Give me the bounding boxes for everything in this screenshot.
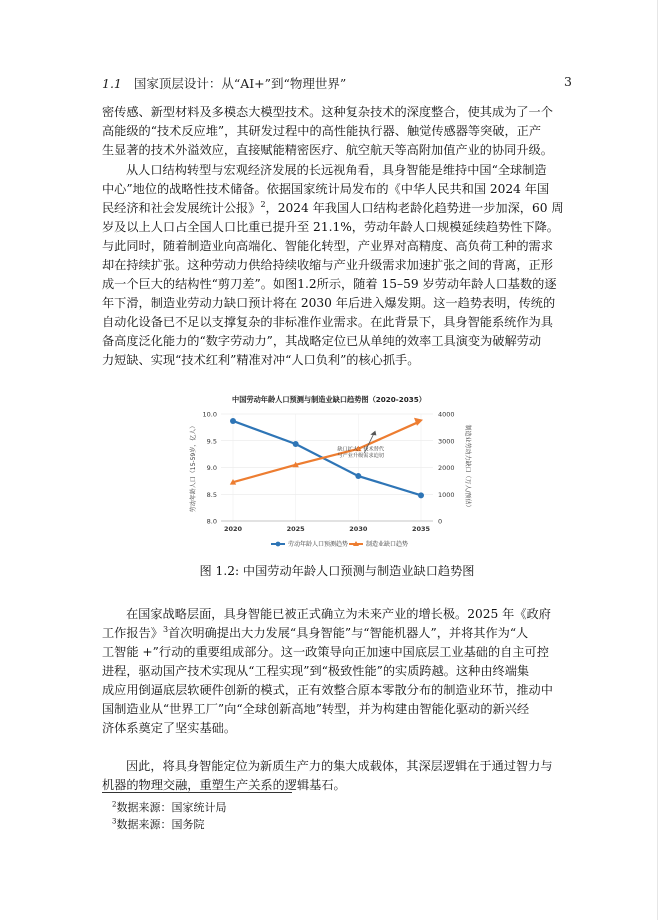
page-number: 3	[564, 74, 572, 89]
legend-label: 制造业缺口趋势	[366, 541, 409, 548]
text-line: 年下滑，制造业劳动力缺口预计将在 2030 年后进入爆发期。这一趋势表明，传统的	[102, 296, 556, 310]
chart-title: 中国劳动年龄人口预测与制造业缺口趋势图（2020-2035）	[232, 395, 426, 404]
footnote-3	[112, 816, 204, 832]
y-right-tick-label: 1000	[438, 490, 455, 499]
y-tick-label: 9.0	[206, 464, 217, 472]
text-fragment: 首次明确提出大力发展“具身智能”与“智能机器人”，并将其作为“人	[168, 626, 529, 640]
text-line: 因此，将具身智能定位为新质生产力的集大成载体，其深层逻辑在于通过智力与	[126, 759, 553, 773]
text-line: 进程，驱动国产技术实现从“工程实现”到“极致性能”的实质跨越。这种由终端集	[102, 664, 530, 678]
text-line: 济体系奠定了坚实基础。	[102, 721, 237, 735]
data-point	[293, 441, 299, 447]
text-line: 机器的物理交融，重塑生产关系的逻辑基石。	[102, 778, 346, 792]
text-line: 成应用倒逼底层软硬件创新的模式，正有效整合原本零散分布的制造业环节，推动中	[102, 683, 553, 697]
data-point	[230, 418, 236, 424]
paragraph-4	[102, 757, 572, 795]
footnote-ref-2[interactable]: 2	[260, 199, 266, 209]
x-tick-label: 2030	[349, 525, 368, 533]
annotation-arrowhead	[370, 431, 376, 436]
legend-label: 劳动年龄人口预测趋势	[288, 541, 349, 548]
data-point	[355, 473, 361, 479]
y-tick-label: 9.5	[206, 437, 217, 446]
x-tick-label: 2025	[286, 525, 305, 533]
text-line	[102, 624, 572, 643]
text-line: 高能级的“技术反应堆”，其研发过程中的高性能执行器、触觉传感器等突破，正产	[102, 124, 542, 138]
text-line: 国制造业从“世界工厂”向“全球创新高地”转型，并为构建由智能化驱动的新兴经	[102, 702, 530, 716]
annotation-label: 缺口扩大：技术替代	[337, 446, 385, 453]
paragraph-2	[102, 161, 572, 370]
x-tick-label: 2035	[411, 525, 431, 533]
paragraph-1	[102, 103, 572, 160]
text-fragment: ，2024 年我国人口结构老龄化趋势进一步加深，60 周	[265, 201, 564, 215]
y-tick-label: 10.0	[202, 410, 217, 419]
y-tick-label: 8.5	[206, 490, 217, 499]
text-line: 力短缺、实现“技术红利”精准对冲“人口负利”的核心抓手。	[102, 353, 420, 367]
y-right-axis-label: 制造业劳动力缺口（万人/预估）	[464, 424, 471, 511]
text-line: 成一个巨大的结构性“剪刀差”。如图1.2所示，随着 15–59 岁劳动年龄人口基数的逐	[102, 277, 557, 291]
y-right-tick-label: 3000	[438, 437, 455, 446]
footnote-2	[112, 799, 226, 815]
running-header	[102, 74, 572, 90]
legend-marker	[276, 542, 281, 547]
x-tick-label: 2020	[223, 525, 243, 533]
footnote-text: 数据来源：国务院	[116, 818, 205, 831]
text-fragment: 工作报告》	[102, 626, 163, 640]
text-line: 工智能 +”行动的重要组成部分。这一政策导向正加速中国底层工业基础的自主可控	[102, 645, 549, 659]
y-right-tick-label: 0	[438, 517, 443, 526]
text-line: 生显著的技术外溢效应，直接赋能精密医疗、航空航天等高附加值产业的协同升级。	[102, 143, 553, 157]
footnote-divider	[102, 792, 292, 793]
line-chart	[185, 388, 473, 556]
text-line: 岁及以上人口占全国人口比重已提升至 21.1%，劳动年龄人口规模延续趋势性下降。	[102, 220, 559, 234]
text-line: 在国家战略层面，具身智能已被正式确立为未来产业的增长极。2025 年《政府	[126, 607, 551, 621]
text-line: 中心”地位的战略性技术储备。依据国家统计局发布的《中华人民共和国 2024 年国	[102, 182, 550, 196]
text-line	[102, 199, 572, 218]
text-line: 密传感、新型材料及多模态大模型技术。这种复杂技术的深度整合，使其成为了一个	[102, 105, 553, 119]
footnote-mark: 2	[112, 800, 117, 809]
data-point	[418, 492, 424, 498]
y-right-tick-label: 2000	[438, 464, 455, 472]
figure-chart	[185, 388, 473, 556]
footnote-ref-3[interactable]: 3	[162, 624, 169, 634]
text-fragment: 民经济和社会发展统计公报》	[102, 201, 261, 215]
paragraph-3	[102, 605, 572, 738]
y-tick-label: 8.0	[206, 517, 217, 526]
y-right-tick-label: 4000	[438, 410, 455, 419]
text-line: 与此同时，随着制造业向高端化、智能化转型，产业界对高精度、高负荷工种的需求	[102, 239, 553, 253]
section-title: 国家顶层设计：从“AI+”到“物理世界”	[133, 76, 347, 91]
text-line: 从人口结构转型与宏观经济发展的长远视角看，具身智能是维持中国“全球制造	[126, 163, 547, 177]
footnote-mark: 3	[112, 817, 117, 826]
annotation-label: 与产业升级需求迫切	[337, 452, 385, 459]
y-axis-label: 劳动年龄人口（15-59岁，亿人）	[190, 422, 197, 513]
text-line: 备高度泛化能力的“数字劳动力”，其战略定位已从单纯的效率工具演变为破解劳动	[102, 334, 542, 348]
section-number: 1.1	[102, 76, 122, 91]
series-line-working-age	[233, 421, 421, 495]
figure-caption: 图 1.2: 中国劳动年龄人口预测与制造业缺口趋势图	[199, 564, 475, 578]
footnote-text: 数据来源：国家统计局	[116, 801, 227, 814]
section-heading	[102, 74, 346, 92]
text-line: 却在持续扩张。这种劳动力供给持续收缩与产业升级需求加速扩张之间的背离，正形	[102, 258, 553, 272]
text-line: 自动化设备已不足以支撑复杂的非标准作业需求。在此背景下，具身智能系统作为具	[102, 315, 553, 329]
